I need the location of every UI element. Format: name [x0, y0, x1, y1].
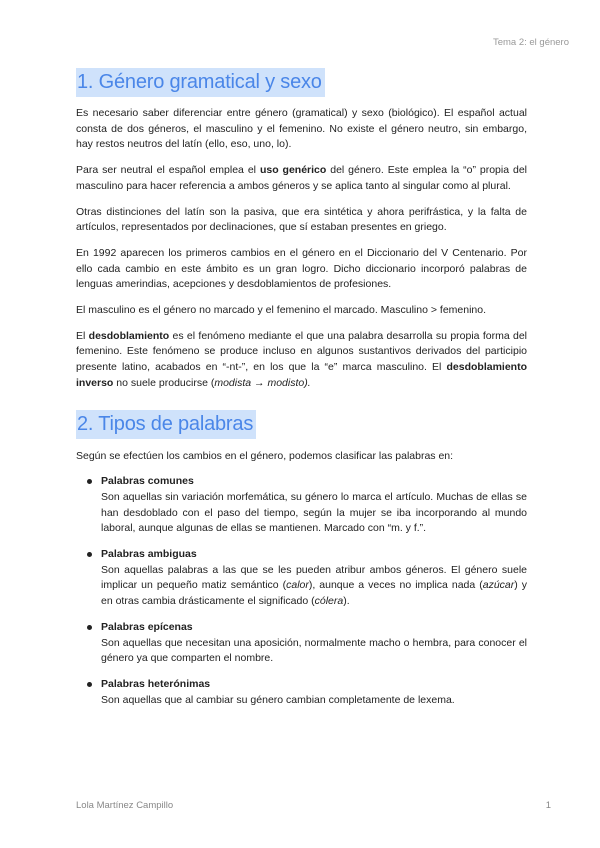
term-uso-generico: uso genérico [259, 164, 327, 177]
document-body [76, 68, 527, 718]
text-run: del género. Este emplea la “o” propia del masculino para hacer referencia a ambos géneros y se aplica tanto al singular como al plural. [76, 164, 527, 192]
paragraph-types-intro: Según se efectúen los cambios en el género, podemos clasificar las palabras en: [76, 449, 454, 462]
list-item [76, 547, 527, 610]
bullet-icon [87, 479, 92, 484]
paragraph-gender-vs-sex: Es necesario saber diferenciar entre género (gramatical) y sexo (biológico). El español actual consta de dos géneros, el masculino y el femenino. No existe el género neutro, sin embargo, hay restos neutros del latín (ello, eso, uno, lo). [76, 107, 527, 151]
word-types-list [76, 474, 527, 708]
text-run: es el fenómeno mediante el que una palabra desarrolla su propia forma del femenino. Este fenómeno se produce incluso en algunos sustantivos derivados del participio presente latino, acabados en “-nt-”, en los que la “e” marca masculino. El [76, 329, 527, 374]
example-word: calor [286, 579, 309, 592]
running-header: Tema 2: el género [492, 37, 569, 48]
list-item [76, 620, 527, 667]
footer-author: Lola Martínez Campillo [76, 800, 174, 811]
bullet-icon [87, 682, 92, 687]
section-2-heading: 2. Tipos de palabras [76, 410, 256, 439]
text-run: Son aquellas palabras a las que se les pueden atribur ambos géneros. El género suele implicar un pequeño matiz semántico ( [101, 563, 527, 592]
bullet-icon [87, 552, 92, 557]
term-desdoblamiento: desdoblamiento [88, 329, 170, 342]
paragraph-marked-unmarked: El masculino es el género no marcado y el femenino el marcado. Masculino > femenino. [76, 304, 487, 317]
bullet-icon [87, 625, 92, 630]
list-item-description [101, 563, 527, 610]
section-1-heading: 1. Género gramatical y sexo [76, 68, 325, 97]
example-modista: modista → modisto). [214, 376, 311, 389]
list-item [76, 474, 527, 537]
list-item-description: Son aquellas sin variación morfemática, su género lo marca el artículo. Muchas de ellas se han desdoblado con el paso del tiempo, según la mujer se iba incorporando al mundo laboral, aunque algunas de ellas se mantienen. Marcado con “m. y f.”. [101, 490, 527, 535]
text-run: ), aunque a veces no implica nada ( [308, 579, 483, 592]
paragraph-1992-dictionary: En 1992 aparecen los primeros cambios en el género en el Diccionario del V Centenario. Por ello cada cambio en este ámbito es un gran logro. Dicho diccionario incorporó palabras de lenguas amerindias, acepciones y desdoblamientos de profesiones. [76, 246, 527, 291]
list-item-title: Palabras comunes [101, 475, 194, 488]
section-1-heading-wrap [76, 68, 527, 97]
text-run: ) y en otras cambia drásticamente el significado ( [101, 579, 527, 608]
list-item-title: Palabras heterónimas [101, 677, 211, 690]
list-item-title: Palabras ambiguas [101, 548, 197, 561]
text-run: ). [343, 595, 350, 608]
text-run: Para ser neutral el español emplea el [76, 164, 260, 177]
paragraph-generic-use [76, 163, 527, 194]
term-desdoblamiento-inverso: desdoblamiento inverso [76, 361, 527, 389]
text-run: no suele producirse ( [113, 376, 215, 389]
text-run: El [76, 329, 89, 342]
section-2-heading-wrap [76, 410, 527, 439]
example-word: azúcar [482, 579, 515, 592]
paragraph-latin-distinctions: Otras distinciones del latín son la pasiva, que era sintética y ahora perifrástica, y la falta de artículos, representados por declinaciones, que sí estaban presentes en griego. [76, 205, 527, 234]
list-item-title: Palabras epícenas [101, 620, 193, 633]
list-item [76, 677, 527, 708]
page-number: 1 [545, 800, 551, 811]
list-item-description: Son aquellas que necesitan una aposición, normalmente macho o hembra, para conocer el género ya que comparten el nombre. [101, 636, 527, 665]
list-item-description: Son aquellas que al cambiar su género cambian completamente de lexema. [101, 693, 455, 706]
paragraph-desdoblamiento [76, 329, 527, 392]
example-word: cólera [314, 595, 344, 608]
